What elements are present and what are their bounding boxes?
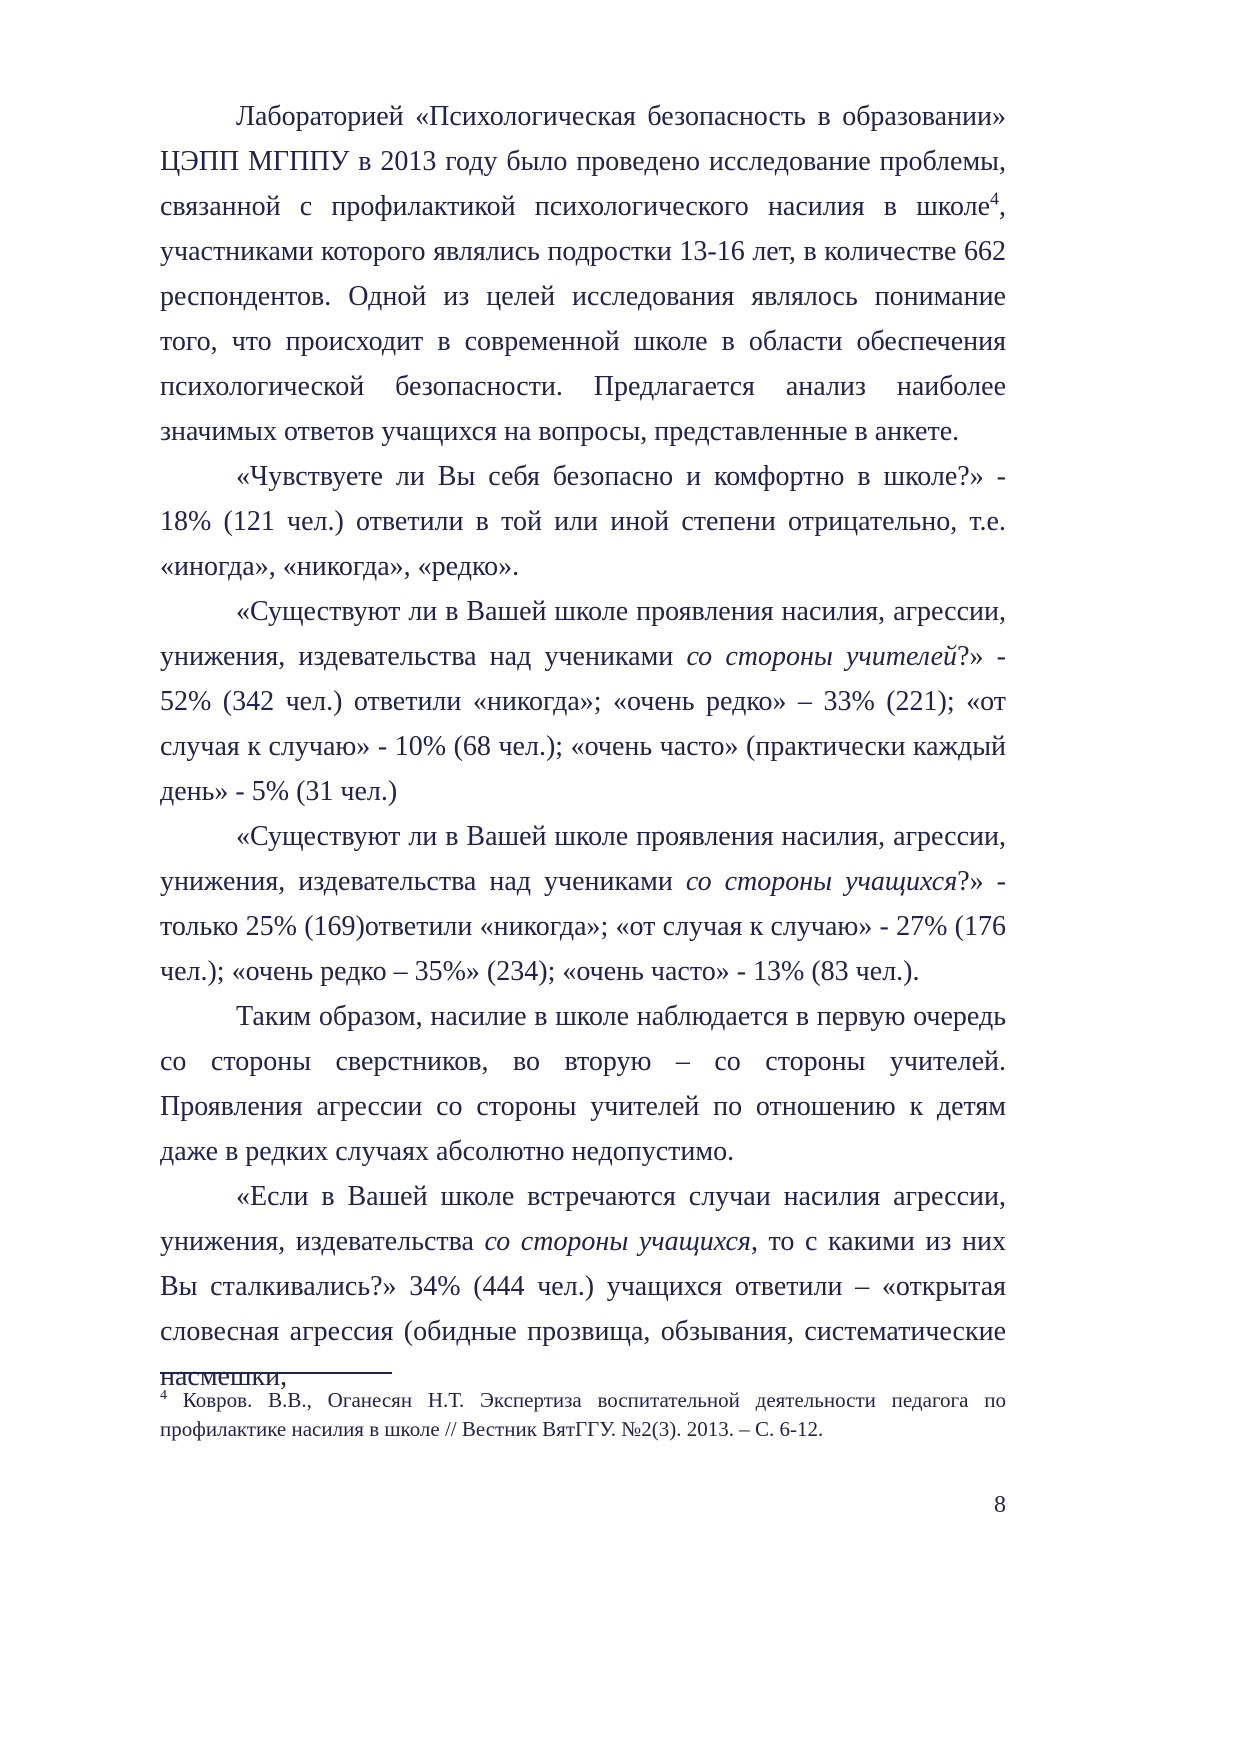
page-number: 8 [994,1492,1006,1518]
paragraph-text-italic: со стороны учащихся [685,866,958,897]
paragraph-text: «Чувствуете ли Вы себя безопасно и комфортно в школе?» - 18% (121 чел.) ответили в той или иной степени отрицательно, т.е. «иногда», «никогда», «редко». [160,461,1006,582]
paragraph-conclusion [160,994,1006,1174]
paragraph-question-students [160,814,1006,994]
footnote [160,1386,1006,1444]
paragraph-text: «Существуют ли в Вашей школе проявления насилия, агрессии, унижения, издевательства над учениками [160,596,1006,672]
footnote-area [160,1372,1006,1444]
paragraph-question-safety [160,454,1006,589]
paragraph-text: , участниками которого являлись подростки 13-16 лет, в количестве 662 респондентов. Одной из целей исследования являлось понимание того, что происходит в современной школе в области обеспечения психологической безопасности. Предлагается анализ наиболее значимых ответов учащихся на вопросы, представленные в анкете. [160,191,1006,447]
paragraph-text-italic: со стороны учителей [686,641,958,672]
paragraph-question-teachers [160,589,1006,814]
paragraph-text: «Существуют ли в Вашей школе проявления насилия, агрессии, унижения, издевательства над учениками [160,821,1006,897]
paragraph-question-cases [160,1174,1006,1399]
footnote-marker: 4 [160,1388,167,1403]
paragraph-text: «Если в Вашей школе встречаются случаи насилия агрессии, унижения, издевательства [160,1181,1006,1257]
paragraph-text: ?» - 52% (342 чел.) ответили «никогда»; «очень редко» – 33% (221); «от случая к случаю» - 10% (68 чел.); «очень часто» (практически каждый день» - 5% (31 чел.) [160,641,1006,807]
paragraph-text: , то с какими из них Вы сталкивались?» 34% (444 чел.) учащихся ответили – «открытая словесная агрессия (обидные прозвища, обзывания, систематические насмешки, [160,1226,1006,1392]
paragraph-text: Лабораторией «Психологическая безопасность в образовании» ЦЭПП МГППУ в 2013 году было проведено исследование проблемы, связанной с профилактикой психологического насилия в школе [160,101,1006,222]
footnote-text: Ковров. В.В., Оганесян Н.Т. Экспертиза воспитательной деятельности педагога по профилактике насилия в школе // Вестник ВятГГУ. №2(3). 2013. – С. 6-12. [160,1388,1006,1441]
footnote-separator [160,1372,392,1374]
page-body [160,94,1006,1399]
paragraph-text: Таким образом, насилие в школе наблюдается в первую очередь со стороны сверстников, во вторую – со стороны учителей. Проявления агрессии со стороны учителей по отношению к детям даже в редких случаях абсолютно недопустимо. [160,1001,1006,1167]
paragraph-text-italic: со стороны учащихся [484,1226,751,1257]
paragraph-text: ?» - только 25% (169)ответили «никогда»; «от случая к случаю» - 27% (176 чел.); «очень редко – 35%» (234); «очень часто» - 13% (83 чел.). [160,866,1006,987]
paragraph-intro [160,94,1006,454]
footnote-reference: 4 [990,188,999,209]
